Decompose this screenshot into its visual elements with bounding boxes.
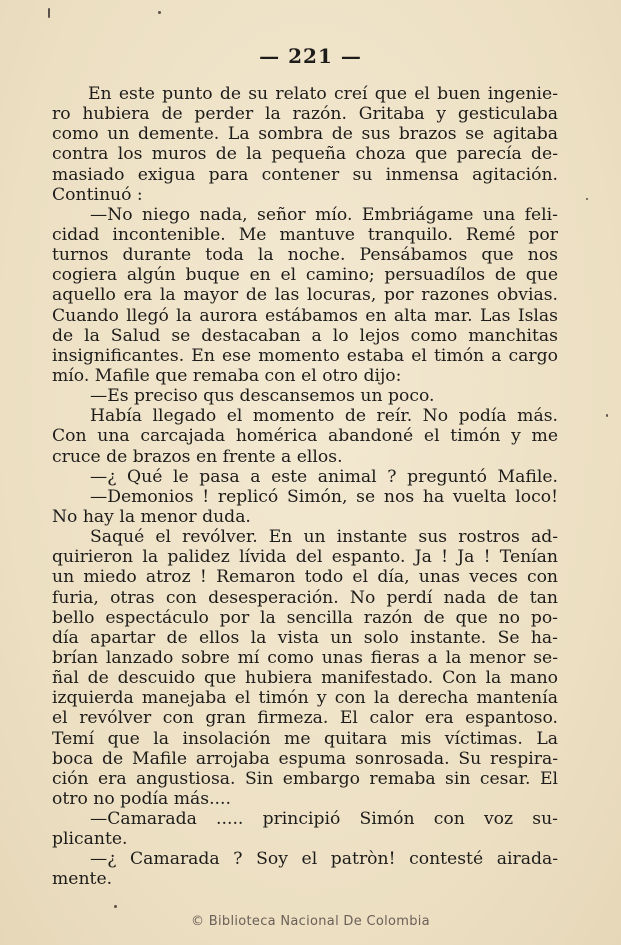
ink-speck (586, 198, 588, 200)
text-line: —Demonios ! replicó Simón, se nos ha vuelta loco! (90, 486, 558, 507)
text-line: turnos durante toda la noche. Pensábamos que nos (52, 245, 558, 266)
copyright-credit: © Biblioteca Nacional De Colombia (191, 914, 430, 929)
text-line: mente. (52, 869, 113, 890)
text-line: No hay la menor duda. (52, 506, 251, 527)
text-line: Con una carcajada homérica abandoné el timón y me (52, 426, 558, 447)
ink-speck (606, 414, 608, 417)
text-line: —¿ Qué le pasa a este animal ? preguntó Mafile. (90, 466, 558, 487)
text-line: boca de Mafile arrojaba espuma sonrosada. Su respira- (52, 748, 558, 769)
text-line: cogiera algún buque en el camino; persuadílos de que (52, 265, 558, 286)
text-line: brían lanzado sobre mí como unas fieras a la menor se- (52, 647, 558, 668)
text-line: ción era angustiosa. Sin embargo remaba sin cesar. El (52, 768, 558, 789)
text-line: bello espectáculo por la sencilla razón de que no po- (52, 607, 558, 628)
ink-speck (114, 905, 117, 908)
text-line: quirieron la palidez lívida del espanto. Ja ! Ja ! Tenían (52, 547, 558, 568)
page-number: — 221 — (259, 44, 362, 68)
text-line: insignificantes. En ese momento estaba el timón a cargo (52, 345, 558, 366)
text-line: Continuó : (52, 184, 143, 205)
body-text (52, 84, 558, 890)
ink-speck (158, 11, 161, 14)
text-line: Cuando llegó la aurora estábamos en alta mar. Las Islas (52, 305, 558, 326)
text-line: Saqué el revólver. En un instante sus rostros ad- (90, 527, 558, 548)
text-line: un miedo atroz ! Remaron todo el día, unas veces con (52, 567, 558, 588)
text-line: —No niego nada, señor mío. Embriágame una feli- (90, 204, 558, 225)
text-line: cidad incontenible. Me mantuve tranquilo. Remé por (52, 224, 558, 245)
text-line: Había llegado el momento de reír. No podía más. (90, 406, 558, 427)
text-line: otro no podía más.... (52, 788, 231, 809)
text-line: el revólver con gran firmeza. El calor era espantoso. (52, 708, 558, 729)
text-line: plicante. (52, 829, 128, 850)
text-line: de la Salud se destacaban a lo lejos como manchitas (52, 325, 558, 346)
text-line: —Es preciso qus descansemos un poco. (90, 386, 435, 407)
text-line: —Camarada ..... principió Simón con voz su- (90, 809, 558, 830)
ink-speck (48, 8, 50, 18)
text-line: mío. Mafile que remaba con el otro dijo: (52, 365, 402, 386)
text-line: aquello era la mayor de las locuras, por razones obvias. (52, 285, 558, 306)
text-line: ñal de descuido que hubiera manifestado. Con la mano (52, 668, 558, 689)
text-line: En este punto de su relato creí que el buen ingenie- (88, 84, 558, 104)
text-line: cruce de brazos en frente a ellos. (52, 446, 343, 467)
text-line: contra los muros de la pequeña choza que parecía de- (52, 144, 558, 165)
text-line: —¿ Camarada ? Soy el patròn! contesté airada- (90, 849, 558, 870)
text-line: día apartar de ellos la vista un solo instante. Se ha- (52, 627, 558, 648)
text-line: ro hubiera de perder la razón. Gritaba y gesticulaba (52, 104, 558, 125)
text-line: izquierda manejaba el timón y con la derecha mantenía (52, 688, 558, 709)
text-line: Temí que la insolación me quitara mis víctimas. La (52, 728, 558, 749)
text-line: furia, otras con desesperación. No perdí nada de tan (52, 587, 558, 608)
text-line: masiado exigua para contener su inmensa agitación. (52, 164, 558, 185)
text-line: como un demente. La sombra de sus brazos se agitaba (52, 124, 558, 145)
